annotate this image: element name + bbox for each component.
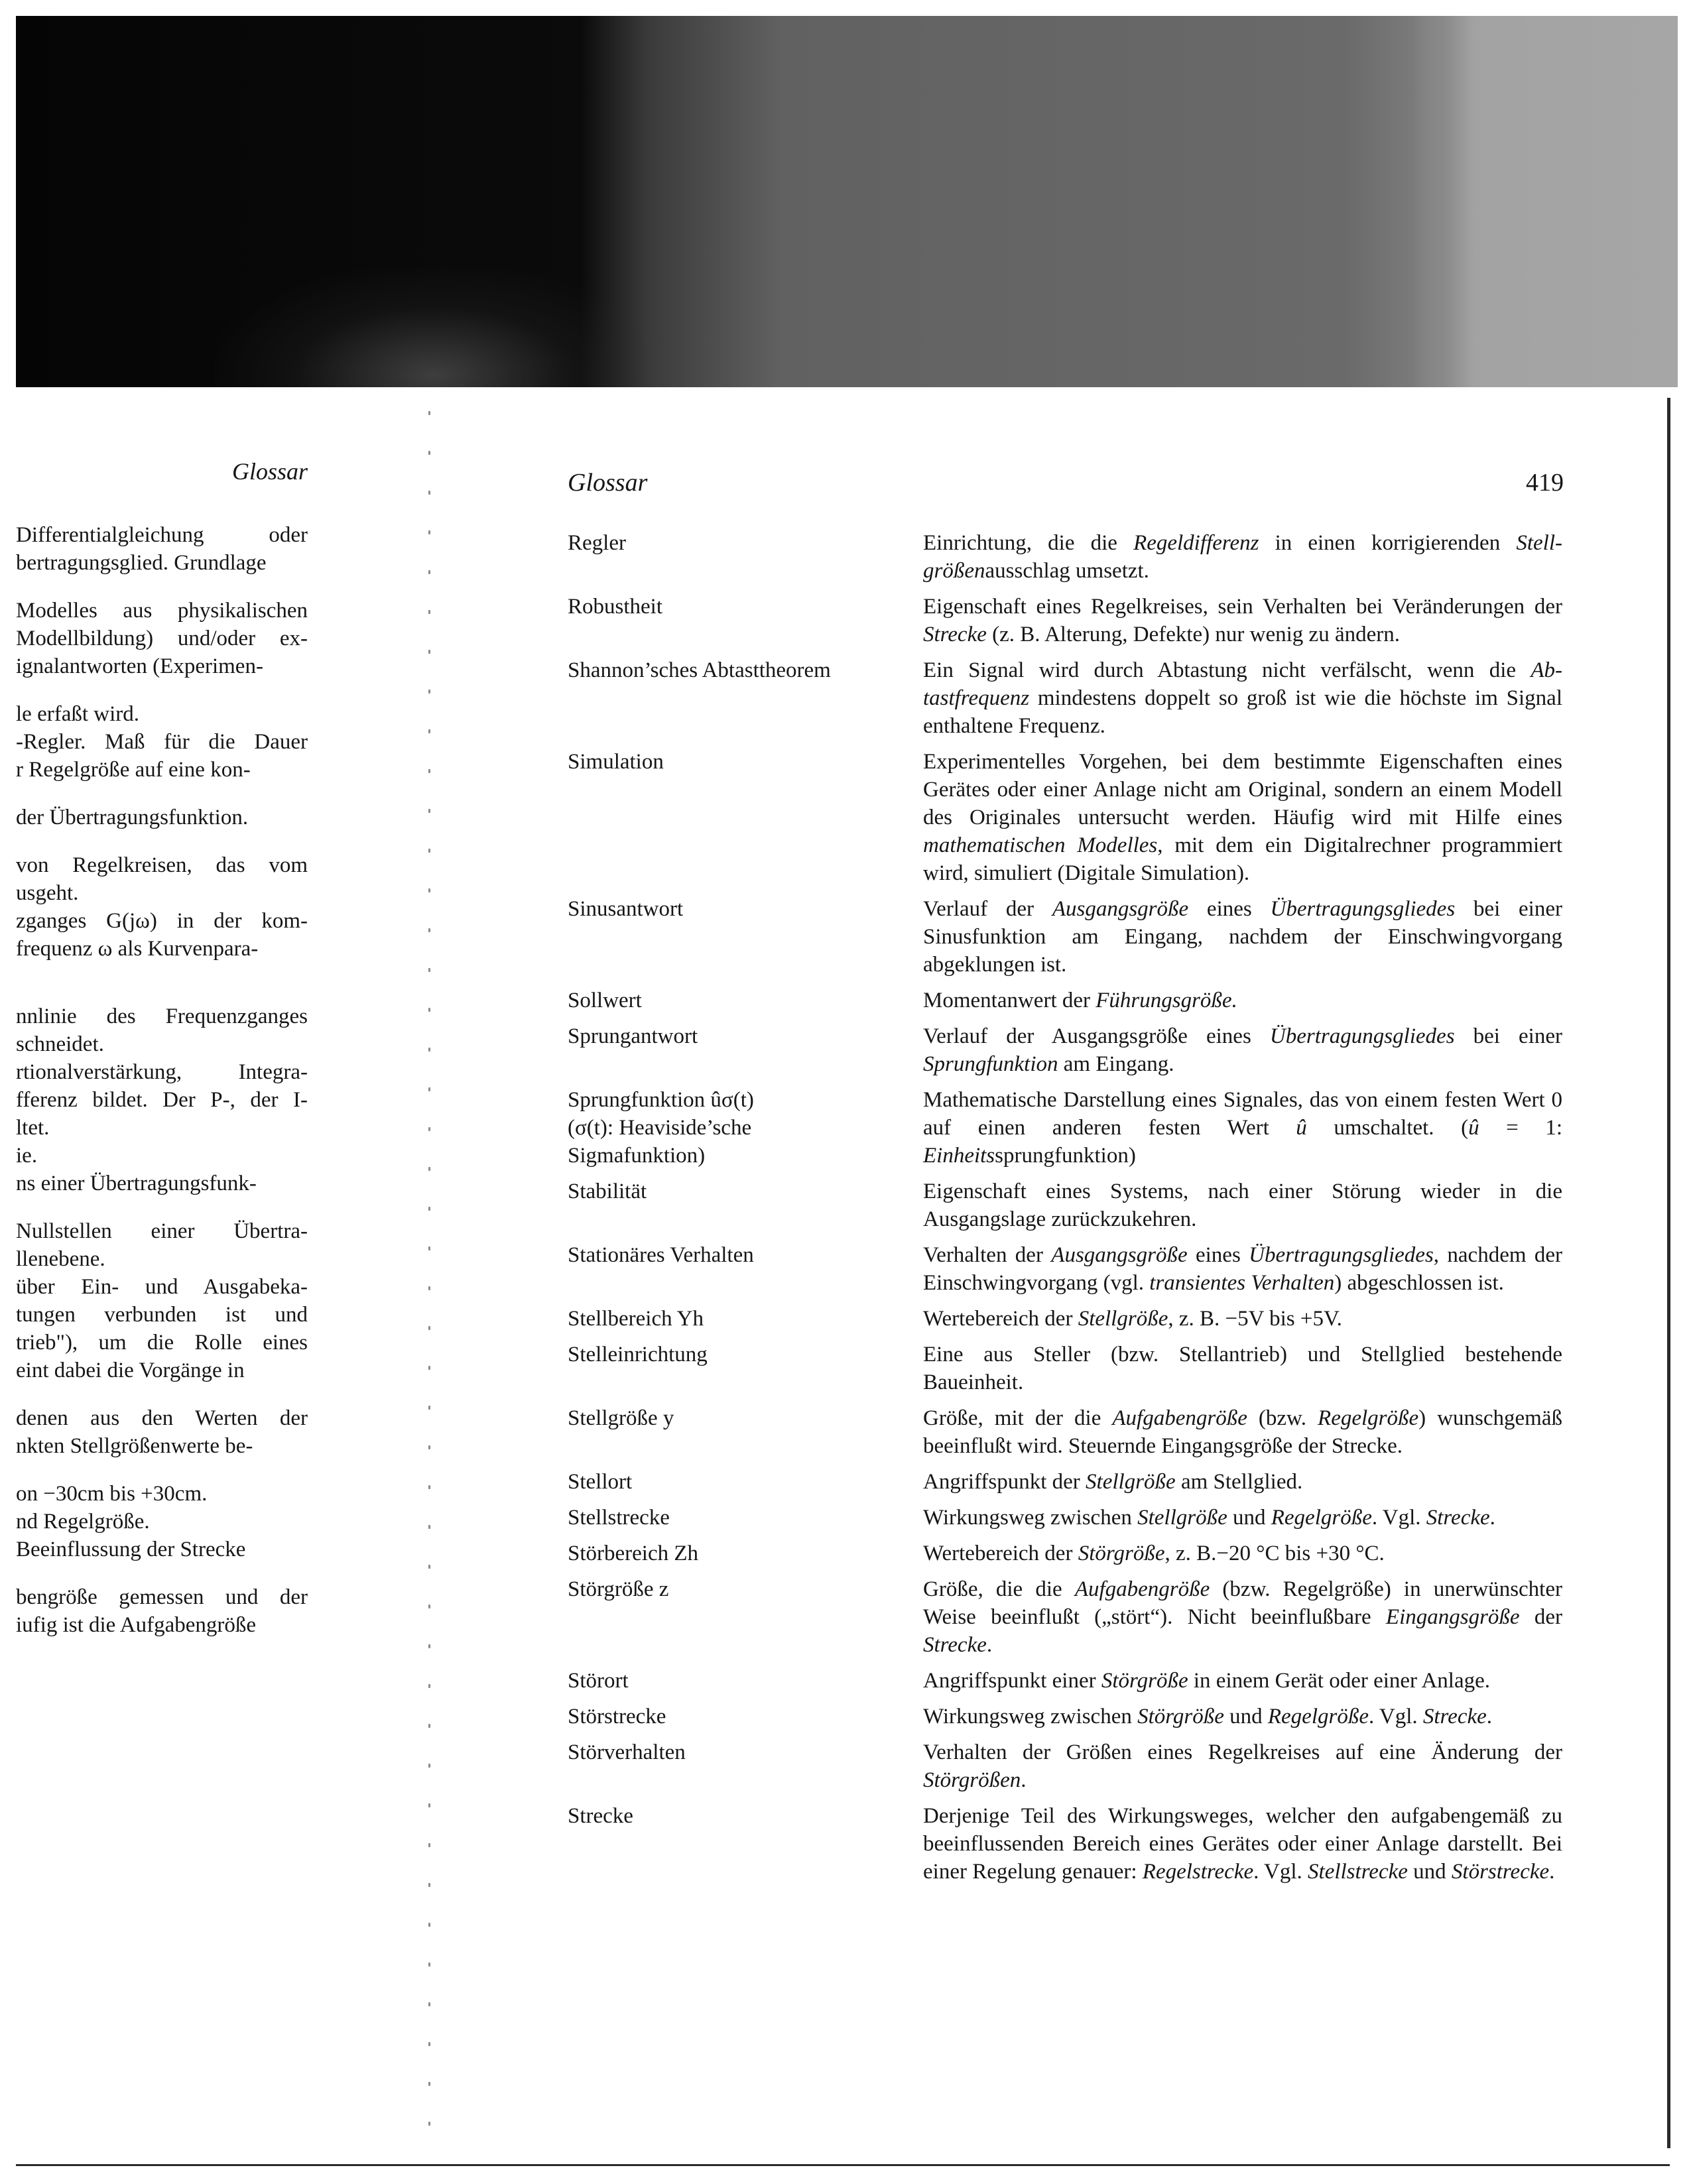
left-page-text — [16, 521, 308, 1639]
definition-text: Wertebereich der — [923, 1307, 1078, 1331]
left-page-line: frequenz ω als Kurvenpara- — [16, 937, 259, 961]
definition-text: Eine aus Steller (bzw. Stellantrieb) und Stellglied bestehende Baueinheit. — [923, 1343, 1562, 1394]
glossary-entry — [568, 1086, 1562, 1170]
glossary-term-line: Simulation — [568, 750, 664, 774]
left-page-line: ie. — [16, 1144, 38, 1168]
glossary-term-line: Störstrecke — [568, 1705, 666, 1729]
gutter-dot — [428, 530, 430, 534]
glossary-term-line: Robustheit — [568, 595, 663, 619]
left-page-gap — [16, 963, 308, 983]
definition-emphasis: Strecke — [923, 1633, 987, 1657]
glossary-entry — [568, 748, 1562, 887]
glossary-entry — [568, 1468, 1562, 1496]
glossary-entry — [568, 1540, 1562, 1567]
gutter-dot — [428, 1605, 430, 1608]
left-page-line: trieb"), um die Rolle eines — [16, 1331, 308, 1355]
left-page-line: schneidet. — [16, 1032, 104, 1056]
definition-emphasis: Führungsgröße. — [1096, 989, 1237, 1012]
definition-text: , nachdem der Einschwingvorgang (vgl. — [923, 1243, 1562, 1295]
gutter-dot — [428, 1525, 430, 1529]
definition-text: (z. B. Alterung, Defekte) nur wenig zu ändern. — [986, 623, 1400, 646]
definition-emphasis: Störstrecke — [1451, 1860, 1550, 1884]
gutter-dot — [428, 1963, 430, 1967]
gutter-dot — [428, 849, 430, 853]
definition-text: (bzw. — [1247, 1406, 1318, 1430]
definition-emphasis: û — [1468, 1116, 1479, 1140]
page-header — [568, 468, 1564, 497]
left-page-line: Modellbildung) und/oder ex- — [16, 627, 308, 650]
glossary-definition — [923, 1504, 1562, 1532]
definition-text: bei einer Sinusfunktion am Eingang, nachdem der Einschwingvorgang abgeklungen ist. — [923, 897, 1562, 977]
glossary-term — [568, 1738, 923, 1794]
definition-text: am Stellglied. — [1175, 1470, 1303, 1494]
gutter-dot — [428, 1246, 430, 1250]
page-title: Glossar — [568, 469, 648, 497]
glossary-term — [568, 1703, 923, 1730]
definition-text: . Vgl. — [1368, 1705, 1423, 1729]
glossary-term-line: Strecke — [568, 1804, 633, 1828]
glossary-definition — [923, 1341, 1562, 1396]
left-page-line: über Ein- und Ausgabeka- — [16, 1275, 308, 1299]
left-page-line: ns einer Übertragungsfunk- — [16, 1172, 257, 1195]
glossary-entry — [568, 1504, 1562, 1532]
definition-text: und — [1407, 1860, 1452, 1884]
left-page-line: ltet. — [16, 1116, 50, 1140]
gutter-dot — [428, 1087, 430, 1091]
left-page-line: nnlinie des Frequenzganges — [16, 1004, 308, 1028]
definition-text: Verhalten der Größen eines Regelkreises auf eine Änderung der — [923, 1740, 1562, 1764]
definition-text: in einem Gerät oder einer Anlage. — [1188, 1669, 1491, 1693]
definition-text: und — [1223, 1705, 1268, 1729]
definition-emphasis: Einheits — [923, 1144, 995, 1168]
glossary-term-line: Sprungfunktion ûσ(t) — [568, 1088, 754, 1112]
glossary-term — [568, 1241, 923, 1297]
glossary-definition — [923, 529, 1562, 585]
definition-text: Momentanwert der — [923, 989, 1096, 1012]
definition-text: Derjenige Teil des Wirkungsweges, welcher den aufgabengemäß zu beeinflussenden Bereich eines Gerätes oder einer Anlage darstellt. Bei einer Regelung genauer: — [923, 1804, 1562, 1884]
definition-text: . — [1549, 1860, 1555, 1884]
glossary-term — [568, 1086, 923, 1170]
gutter-dot — [428, 928, 430, 932]
definition-text: Experimentelles Vorgehen, bei dem bestimmte Eigenschaften eines Gerätes oder einer Anlage nicht am Original, sondern an einem Modell des Originales untersucht werden. Häufig wird mit Hilfe eines — [923, 750, 1562, 829]
glossary-term-line: Sinusantwort — [568, 897, 684, 921]
glossary-definition — [923, 987, 1562, 1014]
left-page-gap — [16, 1460, 308, 1480]
glossary-term-line: Stellgröße y — [568, 1406, 674, 1430]
glossary-term — [568, 748, 923, 887]
glossary-entry — [568, 656, 1562, 740]
definition-emphasis: Ausgangsgröße — [1051, 1243, 1188, 1267]
left-page-line: ignalantworten (Experimen- — [16, 654, 263, 678]
glossary-term — [568, 1022, 923, 1078]
glossary-definition — [923, 895, 1562, 979]
definition-text: und — [1227, 1506, 1271, 1530]
gutter-dot — [428, 1048, 430, 1052]
scan-shadow-edge — [1395, 16, 1475, 387]
glossary-term — [568, 895, 923, 979]
definition-emphasis: Eingangsgröße — [1385, 1605, 1520, 1629]
gutter-dot — [428, 2042, 430, 2046]
page-number: 419 — [1526, 469, 1564, 497]
gutter-dot — [428, 1644, 430, 1648]
definition-emphasis: Regeldifferenz — [1133, 531, 1259, 555]
definition-text: Eigenschaft eines Systems, nach einer Störung wieder in die Ausgangslage zurückzukehren. — [923, 1180, 1562, 1231]
definition-text: umschaltet. ( — [1306, 1116, 1469, 1140]
glossary-term — [568, 1341, 923, 1396]
definition-text: . Vgl. — [1371, 1506, 1426, 1530]
definition-text: , z. B. −5V bis +5V. — [1168, 1307, 1342, 1331]
gutter-dot — [428, 1923, 430, 1927]
definition-emphasis: Strecke — [923, 623, 987, 646]
left-page-line: -Regler. Maß für die Dauer — [16, 730, 308, 754]
gutter-dot — [428, 491, 430, 495]
glossary-term-line: Regler — [568, 531, 626, 555]
page-edge — [1667, 398, 1670, 2148]
glossary-term-line: Stellbereich Yh — [568, 1307, 704, 1331]
glossary-definition — [923, 1404, 1562, 1460]
left-page-line: rtionalverstärkung, Integra- — [16, 1060, 308, 1084]
left-page-line: der Übertragungsfunktion. — [16, 806, 249, 829]
definition-text: . — [1486, 1705, 1493, 1729]
left-page-fragment — [16, 457, 308, 1956]
scan-top-band — [16, 16, 1678, 387]
left-page-line: iufig ist die Aufgabengröße — [16, 1613, 257, 1637]
gutter-dot — [428, 1286, 430, 1290]
left-page-gap — [16, 983, 308, 1002]
definition-emphasis: Ausgangsgröße — [1052, 897, 1189, 921]
left-page-gap — [16, 577, 308, 597]
gutter-dot — [428, 1167, 430, 1171]
definition-text: in einen korrigierenden — [1259, 531, 1517, 555]
definition-emphasis: Abtastfrequenz — [923, 658, 1562, 710]
gutter-dot — [428, 1366, 430, 1370]
glossary-term-line: Sigmafunktion) — [568, 1144, 706, 1168]
gutter-dot — [428, 1406, 430, 1410]
definition-emphasis: Stellgröße — [1078, 1307, 1168, 1331]
left-page-line: von Regelkreisen, das vom — [16, 853, 308, 877]
glossary-entry — [568, 1305, 1562, 1333]
definition-text: . — [1021, 1768, 1027, 1792]
definition-emphasis: Strecke — [1422, 1705, 1487, 1729]
glossary-term-line: (σ(t): Heaviside’sche — [568, 1116, 752, 1140]
definition-emphasis: Übertragungsgliedes — [1270, 897, 1456, 921]
gutter-dot — [428, 1724, 430, 1728]
gutter-dot — [428, 1883, 430, 1887]
definition-text: Eigenschaft eines Regelkreises, sein Verhalten bei Veränderungen der — [923, 595, 1562, 619]
glossary-entry — [568, 1703, 1562, 1730]
glossary-term — [568, 593, 923, 648]
glossary-term-line: Sprungantwort — [568, 1024, 698, 1048]
definition-text: (bzw. Regelgröße) in unerwünschter Weise beeinflußt („stört“). Nicht beeinflußbare — [923, 1577, 1562, 1629]
glossary-entry — [568, 895, 1562, 979]
gutter-dot — [428, 610, 430, 614]
definition-text: Wirkungsweg zwischen — [923, 1705, 1138, 1729]
left-page-line: zganges G(jω) in der kom- — [16, 909, 308, 933]
glossary-definition — [923, 1086, 1562, 1170]
left-page-header: Glossar — [231, 458, 308, 485]
left-page-line: nd Regelgröße. — [16, 1510, 150, 1534]
glossary-term-line: Sollwert — [568, 989, 642, 1012]
definition-text: eines — [1188, 897, 1271, 921]
glossary-entry — [568, 1802, 1562, 1886]
gutter-dot — [428, 570, 430, 574]
definition-emphasis: Stellstrecke — [1308, 1860, 1408, 1884]
left-page-gap — [16, 1563, 308, 1583]
glossary-term-line: Stationäres Verhalten — [568, 1243, 754, 1267]
left-page-line: bengröße gemessen und der — [16, 1585, 308, 1609]
glossary-definition — [923, 1575, 1562, 1659]
glossary-entry — [568, 593, 1562, 648]
left-page-line: le erfaßt wird. — [16, 702, 139, 726]
glossary-term — [568, 1575, 923, 1659]
definition-emphasis: Stellgröße — [1137, 1506, 1227, 1530]
glossary-definition — [923, 656, 1562, 740]
left-page-line: bertragungsglied. Grundlage — [16, 551, 267, 575]
glossary-term — [568, 1404, 923, 1460]
gutter-dot — [428, 1008, 430, 1012]
definition-text: Einrichtung, die die — [923, 531, 1134, 555]
definition-emphasis: transientes Verhalten — [1149, 1271, 1335, 1295]
gutter-dot — [428, 1127, 430, 1131]
gutter-dot — [428, 2122, 430, 2126]
definition-text: Mathematische Darstellung eines Signales, das von einem festen Wert 0 auf einen anderen festen Wert — [923, 1088, 1562, 1140]
definition-emphasis: Störgröße — [1078, 1542, 1165, 1565]
definition-emphasis: Sprungfunktion — [923, 1052, 1058, 1076]
definition-text: bei einer — [1454, 1024, 1562, 1048]
definition-text: am Eingang. — [1058, 1052, 1174, 1076]
glossary-definition — [923, 1305, 1562, 1333]
glossary-definition — [923, 1703, 1562, 1730]
glossary-definition — [923, 1178, 1562, 1233]
scan-shadow — [215, 268, 653, 387]
definition-text: der — [1519, 1605, 1562, 1629]
glossary-definition — [923, 1667, 1562, 1695]
glossary-entry — [568, 1404, 1562, 1460]
glossary-term-line: Stellort — [568, 1470, 633, 1494]
left-page-line: Nullstellen einer Übertra- — [16, 1219, 308, 1243]
left-page-line: on −30cm bis +30cm. — [16, 1482, 208, 1506]
definition-emphasis: Störgröße — [1101, 1669, 1188, 1693]
definition-text: ausschlag umsetzt. — [985, 559, 1149, 583]
definition-emphasis: Regelgröße — [1267, 1705, 1369, 1729]
glossary-entry — [568, 1575, 1562, 1659]
glossary-entry — [568, 1738, 1562, 1794]
glossary-definition — [923, 1468, 1562, 1496]
definition-text: eines — [1187, 1243, 1249, 1267]
glossary-entry — [568, 1667, 1562, 1695]
definition-emphasis: Regelgröße — [1271, 1506, 1372, 1530]
definition-text: Größe, mit der die — [923, 1406, 1113, 1430]
definition-text: mindestens doppelt so groß ist wie die höchste im Signal enthaltene Frequenz. — [923, 686, 1562, 738]
glossary-term — [568, 1504, 923, 1532]
gutter-dot — [428, 411, 430, 415]
glossary-term-line: Störverhalten — [568, 1740, 686, 1764]
glossary-term — [568, 1540, 923, 1567]
definition-text: Verlauf der — [923, 897, 1052, 921]
gutter-dot — [428, 2082, 430, 2086]
left-page-gap — [16, 680, 308, 700]
glossary-definition — [923, 1022, 1562, 1078]
left-page-line: Modelles aus physikalischen — [16, 599, 308, 623]
definition-emphasis: Aufgabengröße — [1112, 1406, 1247, 1430]
definition-text: Angriffspunkt der — [923, 1470, 1086, 1494]
definition-emphasis: Stellgrößen — [923, 531, 1562, 583]
definition-text: Wirkungsweg zwischen — [923, 1506, 1138, 1530]
definition-text: . — [986, 1633, 993, 1657]
definition-emphasis: Übertragungsgliedes — [1249, 1243, 1434, 1267]
gutter-dot — [428, 1326, 430, 1330]
gutter-dot — [428, 451, 430, 455]
gutter-dot — [428, 1843, 430, 1847]
definition-emphasis: Regelgröße — [1318, 1406, 1419, 1430]
definition-text: Verhalten der — [923, 1243, 1052, 1267]
glossary-term — [568, 1667, 923, 1695]
left-page-line: nkten Stellgrößenwerte be- — [16, 1434, 253, 1458]
left-page-line: Beeinflussung der Strecke — [16, 1538, 246, 1561]
glossary-term-line: Störort — [568, 1669, 629, 1693]
glossary-entry — [568, 987, 1562, 1014]
left-page-line: tungen verbunden ist und — [16, 1303, 308, 1327]
left-page-gap — [16, 831, 308, 851]
left-page-line: Differentialgleichung oder — [16, 523, 308, 547]
definition-text: , mit dem ein Digitalrechner programmiert wird, simuliert (Digitale Simulation). — [923, 833, 1562, 885]
definition-emphasis: Störgröße — [1137, 1705, 1224, 1729]
definition-text: ) abgeschlossen ist. — [1334, 1271, 1504, 1295]
gutter-dot — [428, 888, 430, 892]
glossary-definition — [923, 1802, 1562, 1886]
definition-text: sprungfunktion) — [995, 1144, 1136, 1168]
gutter-dot — [428, 729, 430, 733]
glossary-term-line: Störgröße z — [568, 1577, 669, 1601]
glossary-term — [568, 1468, 923, 1496]
definition-text: = 1: — [1479, 1116, 1562, 1140]
definition-text: . Vgl. — [1253, 1860, 1308, 1884]
gutter-dot — [428, 769, 430, 773]
definition-emphasis: Stellgröße — [1086, 1470, 1176, 1494]
glossary-term-line: Stelleinrichtung — [568, 1343, 708, 1366]
definition-emphasis: Aufgabengröße — [1074, 1577, 1210, 1601]
definition-emphasis: Regelstrecke — [1142, 1860, 1254, 1884]
definition-emphasis: Strecke — [1426, 1506, 1490, 1530]
glossary-term — [568, 529, 923, 585]
glossary-definition — [923, 1241, 1562, 1297]
glossary-definition — [923, 748, 1562, 887]
definition-text: Angriffspunkt einer — [923, 1669, 1101, 1693]
definition-text: , z. B.−20 °C bis +30 °C. — [1164, 1542, 1385, 1565]
glossary-entry — [568, 529, 1562, 585]
gutter-dot — [428, 968, 430, 972]
gutter-dot — [428, 1485, 430, 1489]
definition-text: ) wunschgemäß beeinflußt wird. Steuernde Eingangsgröße der Strecke. — [923, 1406, 1562, 1458]
left-page-line: llenebene. — [16, 1247, 105, 1271]
gutter-dot — [428, 1684, 430, 1688]
glossary-list — [568, 529, 1562, 1894]
definition-emphasis: Übertragungsgliedes — [1269, 1024, 1455, 1048]
glossary-term — [568, 1178, 923, 1233]
definition-emphasis: û — [1296, 1116, 1307, 1140]
glossary-entry — [568, 1341, 1562, 1396]
gutter-dot — [428, 809, 430, 813]
glossary-entry — [568, 1241, 1562, 1297]
glossary-term-line: Shannon’sches Abtasttheorem — [568, 658, 831, 682]
glossary-term-line: Stabilität — [568, 1180, 647, 1203]
left-page-gap — [16, 1197, 308, 1217]
glossary-term — [568, 656, 923, 740]
gutter-dot — [428, 1207, 430, 1211]
gutter-dot — [428, 1565, 430, 1569]
glossary-definition — [923, 593, 1562, 648]
left-page-line: r Regelgröße auf eine kon- — [16, 758, 251, 782]
definition-text: Verlauf der Ausgangsgröße eines — [923, 1024, 1270, 1048]
definition-text: Ein Signal wird durch Abtastung nicht verfälscht, wenn die — [923, 658, 1531, 682]
definition-emphasis: mathematischen Modelles — [923, 833, 1158, 857]
glossary-term-line: Stellstrecke — [568, 1506, 670, 1530]
gutter-dot — [428, 1803, 430, 1807]
left-page-line: usgeht. — [16, 881, 79, 905]
page-bottom-edge — [16, 2164, 1670, 2166]
definition-text: Größe, die die — [923, 1577, 1075, 1601]
glossary-term — [568, 1305, 923, 1333]
glossary-definition — [923, 1540, 1562, 1567]
left-page-gap — [16, 1384, 308, 1404]
glossary-definition — [923, 1738, 1562, 1794]
glossary-entry — [568, 1022, 1562, 1078]
left-page-line: fferenz bildet. Der P-, der I- — [16, 1088, 308, 1112]
gutter-dot — [428, 1445, 430, 1449]
gutter-dot — [428, 2002, 430, 2006]
page-gutter — [424, 411, 438, 2161]
glossary-term-line: Störbereich Zh — [568, 1542, 699, 1565]
gutter-dot — [428, 1764, 430, 1768]
left-page-gap — [16, 784, 308, 804]
glossary-term — [568, 1802, 923, 1886]
definition-text: . — [1489, 1506, 1495, 1530]
glossary-entry — [568, 1178, 1562, 1233]
gutter-dot — [428, 690, 430, 694]
glossary-term — [568, 987, 923, 1014]
definition-text: Wertebereich der — [923, 1542, 1078, 1565]
gutter-dot — [428, 650, 430, 654]
left-page-line: eint dabei die Vorgänge in — [16, 1359, 245, 1382]
definition-emphasis: Störgrößen — [923, 1768, 1021, 1792]
left-page-line: denen aus den Werten der — [16, 1406, 308, 1430]
